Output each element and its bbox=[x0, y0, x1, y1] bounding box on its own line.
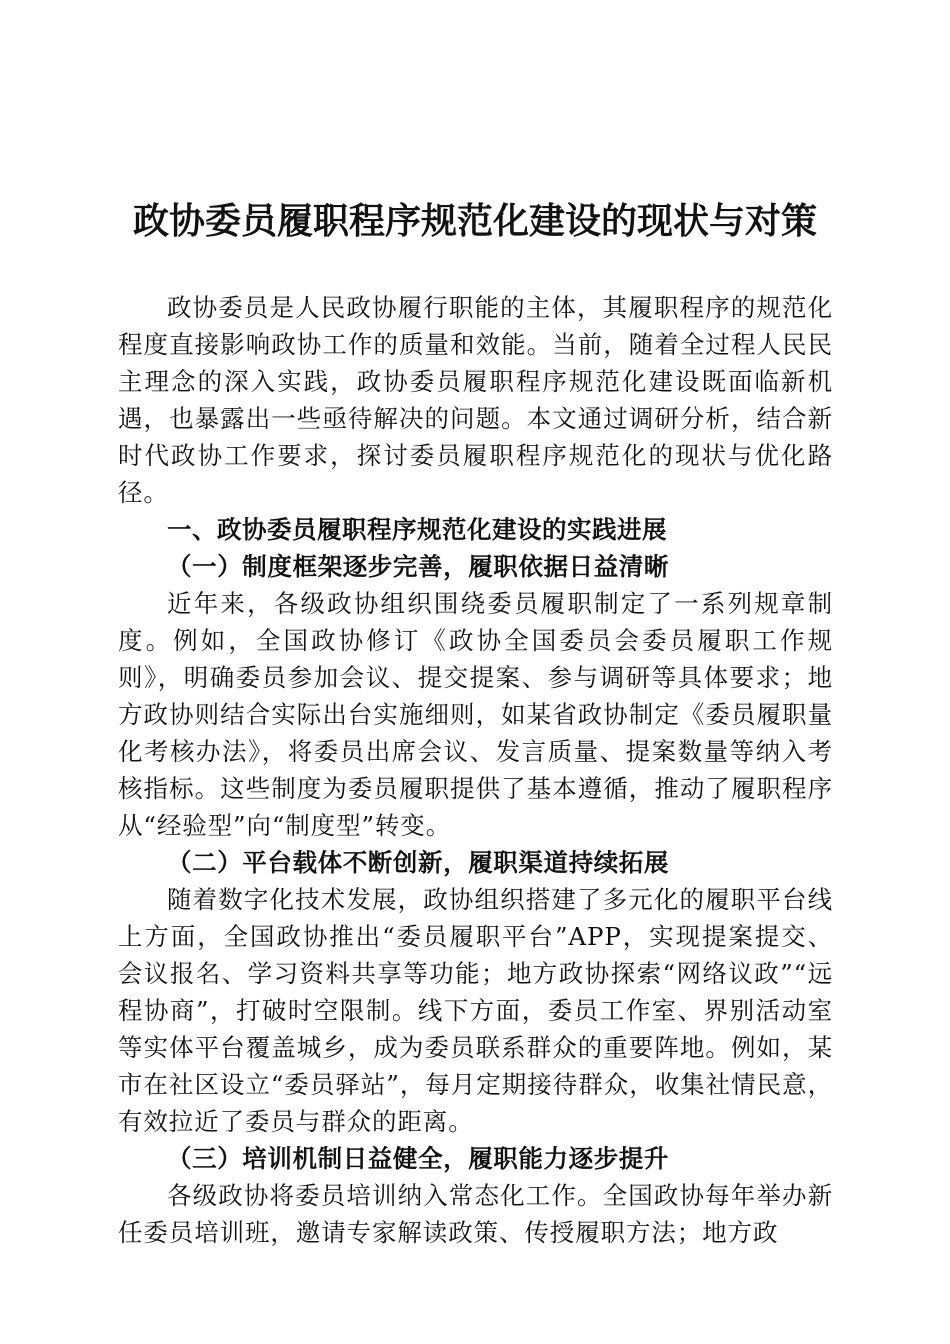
body-paragraph: 各级政协将委员培训纳入常态化工作。全国政协每年举办新任委员培训班，邀请专家解读政策、传授履职方法；地方政 bbox=[118, 1181, 833, 1247]
subsection-heading-3: （三）培训机制日益健全，履职能力逐步提升 bbox=[167, 1144, 669, 1173]
document-title: 政协委员履职程序规范化建设的现状与对策 bbox=[132, 200, 817, 242]
body-paragraph: 近年来，各级政协组织围绕委员履职制定了一系列规章制度。例如，全国政协修订《政协全国委员会委员履职工作规则》，明确委员参加会议、提交提案、参与调研等具体要求；地方政协则结合实际出台实施细则，如某省政协制定《委员履职量化考核办法》，将委员出席会议、发言质量、提案数量等纳入考核指标。这些制度为委员履职提供了基本遵循，推动了履职程序从“经验型”向“制度型”转变。 bbox=[118, 589, 833, 840]
subsection-heading-2: （二）平台载体不断创新，履职渠道持续拓展 bbox=[167, 848, 669, 877]
subsection-heading-1: （一）制度框架逐步完善，履职依据日益清晰 bbox=[167, 552, 669, 581]
section-heading-1: 一、政协委员履职程序规范化建设的实践进展 bbox=[167, 515, 667, 544]
body-paragraph: 随着数字化技术发展，政协组织搭建了多元化的履职平台线上方面，全国政协推出“委员履职平台”APP，实现提案提交、会议报名、学习资料共享等功能；地方政协探索“网络议政”“远程协商”，打破时空限制。线下方面，委员工作室、界别活动室等实体平台覆盖城乡，成为委员联系群众的重要阵地。例如，某市在社区设立“委员驿站”，每月定期接待群众，收集社情民意，有效拉近了委员与群众的距离。 bbox=[118, 885, 833, 1136]
intro-paragraph: 政协委员是人民政协履行职能的主体，其履职程序的规范化程度直接影响政协工作的质量和效能。当前，随着全过程人民民主理念的深入实践，政协委员履职程序规范化建设既面临新机遇，也暴露出一些亟待解决的问题。本文通过调研分析，结合新时代政协工作要求，探讨委员履职程序规范化的现状与优化路径。 bbox=[118, 293, 833, 507]
document-body bbox=[118, 289, 833, 1251]
